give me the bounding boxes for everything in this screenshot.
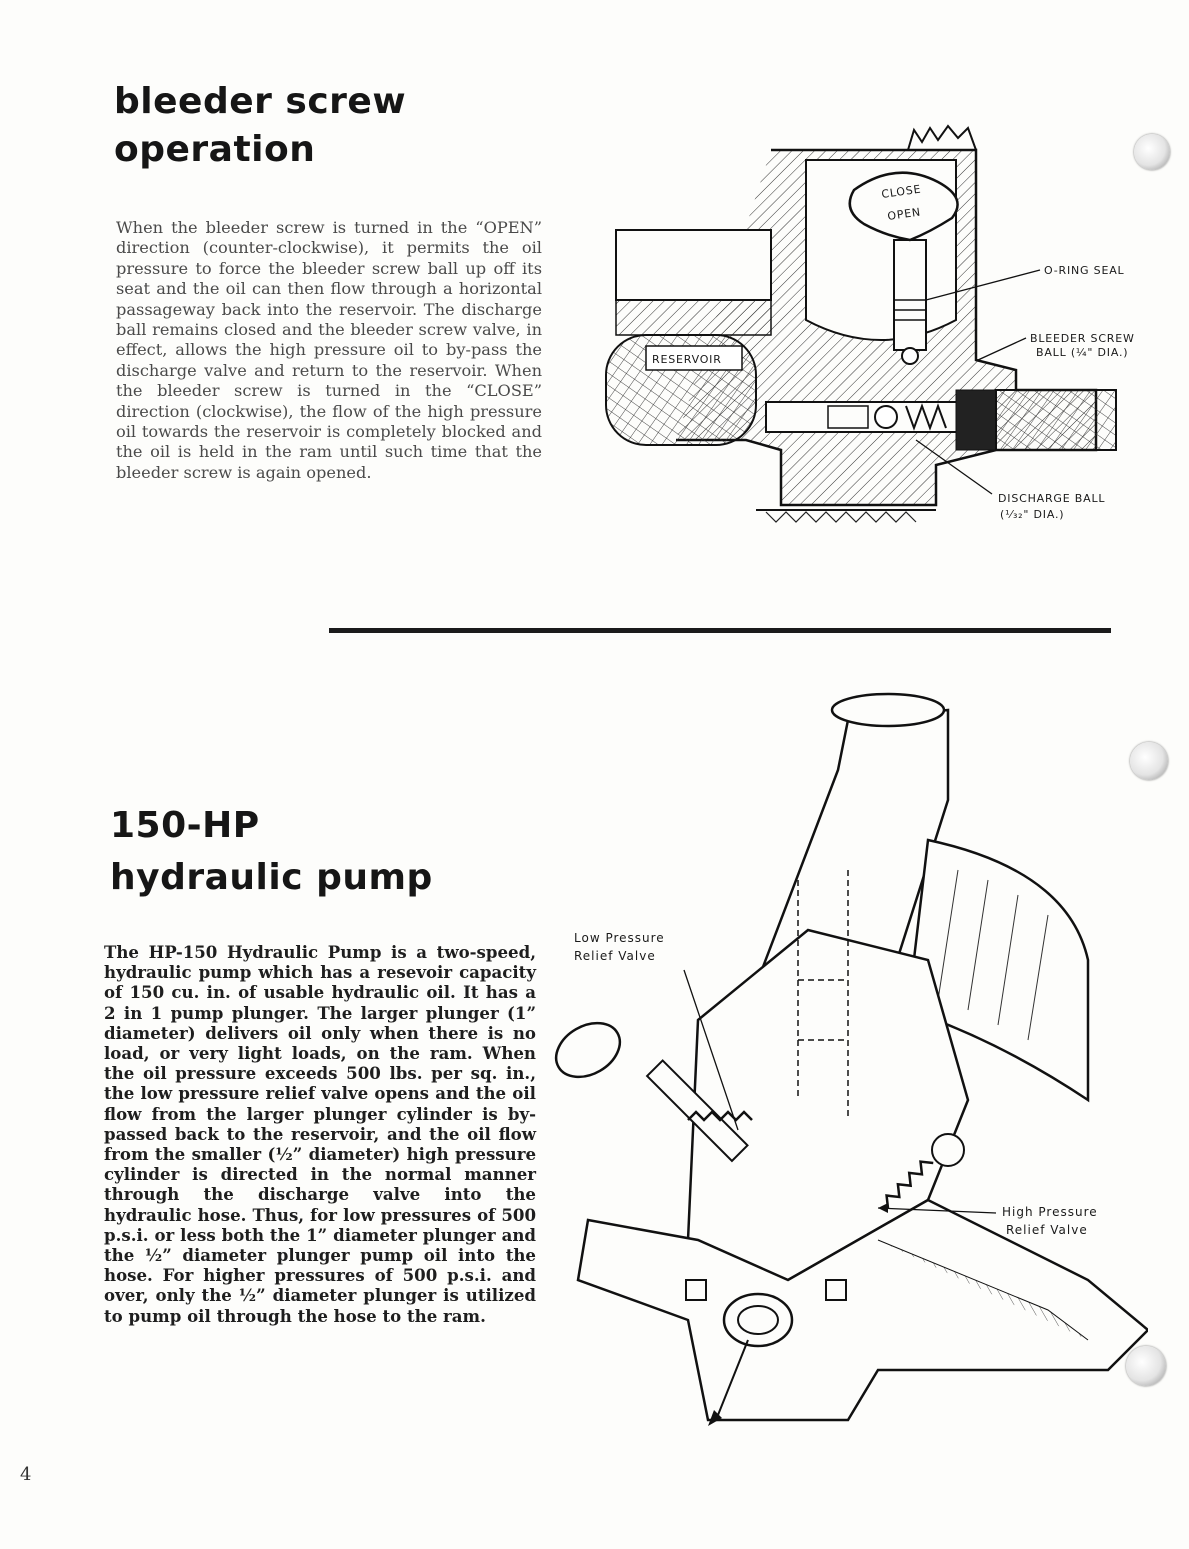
- knob-close-label: CLOSE: [880, 182, 923, 201]
- bleeder-ball-label-2: BALL (¼" DIA.): [1036, 346, 1129, 359]
- discharge-ball-label-2: (¹⁄₃₂" DIA.): [1000, 508, 1065, 521]
- page-number: 4: [20, 1464, 32, 1485]
- section-title-pump: [110, 800, 433, 904]
- bleeder-ball-label-1: BLEEDER SCREW: [1030, 332, 1135, 345]
- bleeder-screw-diagram: [596, 120, 1162, 550]
- title-line-1: bleeder screw: [114, 81, 407, 122]
- low-pressure-label-1: Low Pressure: [574, 931, 665, 945]
- title-line-1: 150-HP: [110, 805, 260, 846]
- section-divider: [329, 628, 1111, 633]
- pump-paragraph: The HP-150 Hydraulic Pump is a two-speed, hydraulic pump which has a resevoir capacity of 150 cu. in. of usable hydraulic oil. It has a 2 in 1 pump plunger. The larger plunger (1” diameter) delivers oil only when there is no load, or very light loads, on the ram. When the oil pressure exceeds 500 lbs. per sq. in., the low pressure relief valve opens and the oil flow from the larger plunger cylinder is by-passed back to the reservoir, and the oil flow from the smaller (½” diameter) high pressure cylinder is directed in the normal manner through the discharge valve into the hydraulic hose. Thus, for low pressures of 500 p.s.i. or less both the 1” diameter plunger and the ½” diameter plunger pump oil into the hose. For higher pressures of 500 p.s.i. and over, only the ½” diameter plunger is utilized to pump oil through the hose to the ram.: [104, 942, 536, 1326]
- low-pressure-label-2: Relief Valve: [574, 949, 656, 963]
- reservoir-label: RESERVOIR: [652, 353, 722, 366]
- binder-hole-middle: [1130, 742, 1168, 780]
- knob-open-label: OPEN: [886, 205, 922, 223]
- high-pressure-label-2: Relief Valve: [1006, 1223, 1088, 1237]
- section-title-bleeder: [114, 78, 406, 174]
- hydraulic-pump-diagram: [548, 680, 1148, 1440]
- binder-hole-bottom: [1126, 1346, 1166, 1386]
- bleeder-paragraph: When the bleeder screw is turned in the “OPEN” direction (counter-clockwise), it permits the oil pressure to force the bleeder screw ball up off its seat and the oil can then flow through a horizontal passageway back into the reservoir. The discharge ball remains closed and the bleeder screw valve, in effect, allows the high pressure oil to by-pass the discharge valve and return to the reservoir. When the bleeder screw is turned in the “CLOSE” direction (clockwise), the flow of the high pressure oil towards the reservoir is completely blocked and the oil is held in the ram until such time that the bleeder screw is again opened.: [116, 218, 542, 482]
- high-pressure-label-1: High Pressure: [1002, 1205, 1098, 1219]
- binder-hole-top: [1134, 134, 1170, 170]
- title-line-2: operation: [114, 129, 316, 170]
- discharge-ball-label-1: DISCHARGE BALL: [998, 492, 1106, 505]
- title-line-2: hydraulic pump: [110, 857, 433, 898]
- oring-label: O-RING SEAL: [1044, 264, 1125, 277]
